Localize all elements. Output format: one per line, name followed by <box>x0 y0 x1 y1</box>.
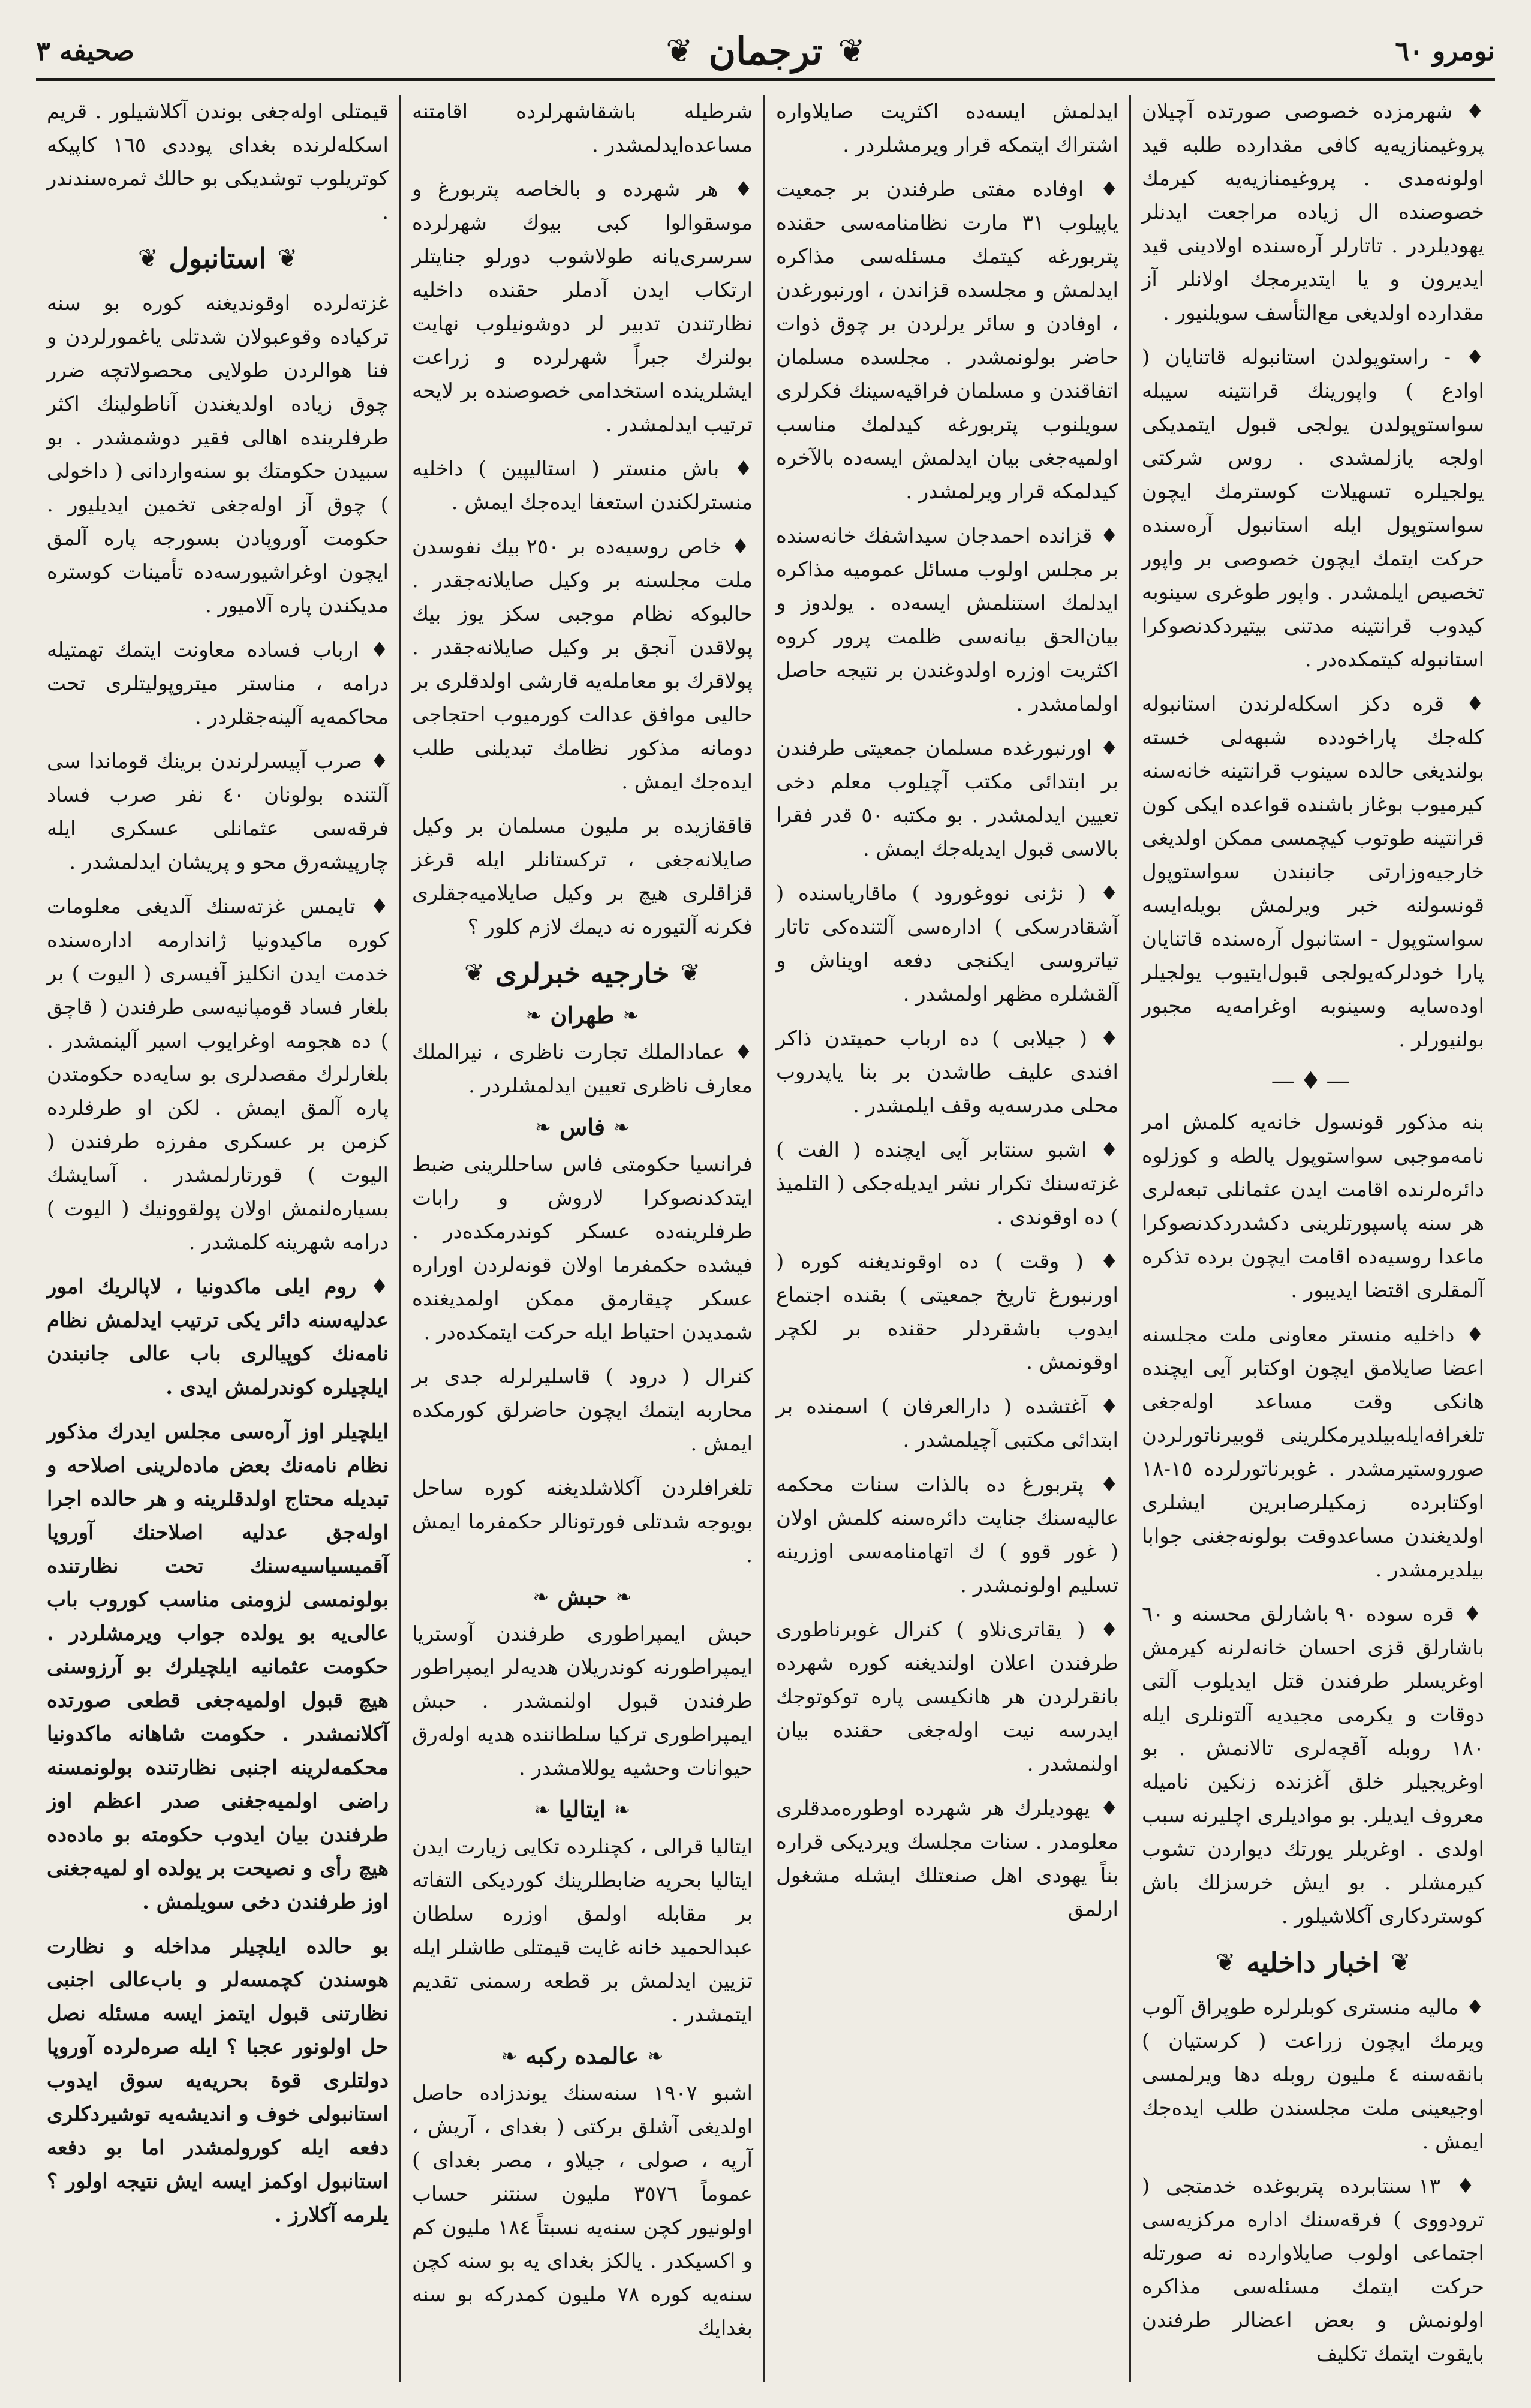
article-paragraph: ♦ اورنبورغده مسلمان جمعیتی طرفندن بر ابتدائی مکتب آچیلوب معلم دخی تعیین ایدلمشدر . بو مکتبه ٥٠ قدر فقرا بالاسی قبول ایدیله‌جك ایمش . <box>776 736 1118 861</box>
masthead <box>666 29 865 73</box>
article-paragraph: ♦ هر شهرده و بالخاصه پتربورغ و موسقوالوا کبی بیوك شهرلرده سرسری‌یانه طولاشوب دورلو جنایتلر ارتکاب ایدن آدملر حقنده داخلیه نظارتندن تدبیر لر دوشونیلوب نهایت بولنرك جبراً شهرلرده و زراعت ایشلرینده استخدامی خصوصنده بر لایحه ترتیب ایدلمشدر . <box>412 177 753 437</box>
column-2 <box>763 95 1129 2382</box>
subsection-heading-text: فاس <box>559 1113 606 1140</box>
article-paragraph: ♦ پتربورغ ده بالذات سنات محکمه عالیه‌سنك جنایت دائره‌سنه کلمش اولان ( غور قوو ) ك اتهامنامه‌سی اوزرینه تسلیم اولونمشدر . <box>776 1473 1118 1597</box>
article-paragraph: ♦ ( نژنی نووغورود ) ماقاریاسنده ( آشقادرسکی ) اداره‌سی آلتنده‌کی تاتار تیاتروسی ایکنجی دفعه اویناش و آلقشلره مظهر اولمشدر . <box>776 881 1118 1006</box>
section-heading <box>47 242 389 275</box>
ornament-icon: ❦ <box>464 959 485 987</box>
article-paragraph: قیمتلی اولەجغی بوندن آکلاشیلور . قریم اسکله‌لرنده بغدای پوددی ١٦٥ کاپیکه کوتریلوب توشدیکی بو حالك ثمره‌سندندر . <box>47 100 389 224</box>
ornament-icon: ❦ <box>666 32 693 70</box>
article-paragraph: ♦ صرب آپیسرلرندن برینك قوماندا سی آلتنده بولونان ٤٠ نفر صرب فساد فرقه‌سی عثمانلی عسکری ایله چارپیشه‌رق محو و پریشان ایدلمشدر . <box>47 750 389 874</box>
ornament-icon: ❦ <box>1215 1949 1236 1976</box>
column-4 <box>36 95 399 2382</box>
article-paragraph: ♦ اوفاده مفتی طرفندن بر جمعیت یاپیلوب ٣١ مارت نظامنامه‌سی حقنده پتربورغه کیتمك مسئله‌سی مذاکره ایدلمش و مجلسده قزاندن ، اورنبورغدن ، اوفادن و سائر یرلردن بر چوق ذوات حاضر بولونمشدر . مجلسده مسلمان اتفاقندن و مسلمان فراقیه‌سینك فکرلری سویلنوب پتربورغه کیدلمك مناسب اولمیه‌جغی بیان ایدلمش ایسه‌ده بالآخره کیدلمکه قرار ویرلمشدر . <box>776 177 1119 504</box>
article-paragraph: ♦ مالیه منستری کوبلرلره طوپراق آلوب ویرمك ایچون زراعت ( کرستیان ) بانقه‌سنه ٤ ملیون روبله دها ویرلمسی اوجیعینی ملت مجلسندن طلب ایده‌جك ایمش . <box>1142 1995 1484 2154</box>
article-paragraph: ♦ ١٣ سنتابرده پتربوغده خدمتجی ( ترودووی ) فرقه‌سنك اداره مرکزیه‌سی اجتماعی اولوب صایلاوارده نه صورتله حرکت ایتمك مسئله‌سی مذاکره اولونمش و بعض اعضالر طرفندن بایقوت ایتمك تکلیف <box>1142 2174 1484 2366</box>
subsection-heading <box>412 2042 753 2069</box>
article-paragraph: ♦ شهرمزده خصوصی صورتده آچیلان پروغیمنازیه‌یه کافی مقدارده طلبه قید اولونه‌مدی . پروغیمنازیه‌یه کیرمك خصوصنده ال زیاده مراجعت ایدنلر یهودیلردر . تاتارلر آره‌سنده اولادینی قید ایدیرون و یا ایتدیرمجك اولانلر آز مقدارده اولدیغی مع‌التأسف سویلنیور . <box>1142 100 1484 325</box>
subsection-heading-text: ایتالیا <box>558 1796 606 1823</box>
ornament-icon: ❧ <box>622 1003 639 1027</box>
ornament-icon: ❧ <box>501 2044 518 2067</box>
ornament-icon: ❦ <box>680 959 700 987</box>
page-header <box>36 24 1495 81</box>
article-paragraph: حبش ایمپراطوری طرفندن آوستریا ایمپراطورنه کوندریلان هدیه‌لر ایمپراطور طرفندن قبول اولنمشدر . حبش ایمپراطوری ترکیا سلطاننده هدیه اولەرق حیوانات وحشیه یوللامشدر . <box>412 1622 753 1780</box>
article-paragraph: ♦ ( جیلابی ) ده ارباب حمیتدن ذاکر افندی علیف طاشدن بر بنا یاپدروب محلی مدرسه‌یه وقف ایلمشدر . <box>776 1027 1118 1118</box>
page-number: صحیفه ٣ <box>36 35 134 67</box>
article-paragraph: ♦ خاص روسیه‌ده بر ٢٥٠ بیك نفوسدن ملت مجلسنه بر وکیل صایلانه‌جقدر . حالبوکه نظام موجبی سکز یوز بیك پولاقدن آنجق بر وکیل صایلانه‌جقدر . پولاقرك بو معامله‌یه قارشی اولدقلری بر حالیی موافق عدالت کورمیوب احتجاجی دومانه مذکور نظامك تبدیلنی طلب ایده‌جك ایمش . <box>412 535 753 794</box>
ornament-icon: ❧ <box>614 1798 631 1821</box>
section-heading-text: خارجیه خبرلری <box>495 957 670 989</box>
ornament-icon: ❧ <box>647 2044 664 2067</box>
section-heading <box>1142 1946 1484 1979</box>
ornament-icon: ❦ <box>277 245 298 272</box>
article-paragraph: ♦ روم ایلی ماکدونیا ، لاپالریك امور عدلیه‌سنه دائر یکی ترتیب ایدلمش نظام نامه‌نك کوپیالری باب عالی جانبندن ایلچیلره کوندرلمش ایدی . <box>47 1275 389 1399</box>
article-paragraph: ♦ ارباب فساده معاونت ایتمك تهمتیله درامه ، مناستر میتروپولیتلری تحت محاکمه‌یه آلینه‌جقلردر . <box>47 638 389 729</box>
article-paragraph: بنه مذکور قونسول خانه‌یه کلمش امر نامه‌موجبی سواستوپول یالطه و کوزلوه دائرەلرنده اقامت ایدن عثمانلی تبعه‌لری هر سنه پاسپورتلرینی دکشدردکدنصوکرا ماعدا روسیه‌ده اقامت ایچون برده تذکره آلمقلری اقتضا ایدیبور . <box>1142 1110 1484 1302</box>
article-paragraph: ایتالیا قرالی ، کچنلرده تکایی زیارت ایدن ایتالیا بحریه ضابطلرینك کوردیکی التفاته بر مقابله اولمق اوزره سلطان عبدالحمید خانه غایت قیمتلی طاشلر ایله تزیین ایدلمش بر قطعه رسمنی تقدیم ایتمشدر . <box>412 1835 753 2027</box>
subsection-heading <box>412 1001 753 1028</box>
article-paragraph: ♦ تایمس غزته‌سنك آلدیغی معلومات کوره ماکیدونیا ژاندارمه اداره‌سنده خدمت ایدن انکلیز آفیسری ( الیوت ) بر بلغار فساد قومپانیه‌سی طرفندن ( قاچق ) ده هجومه اوغرایوب اسیر آلینمشدر . بلغارلرك مقصدلری بو سایه‌ده حکومتدن پاره آلمق ایمش . لکن او طرفلرده کزمن بر عسکری مفرزه طرفندن ( الیوت ) قورتارلمشدر . آسایشك بسیارەلنمش اولان پولقوونیك ( الیوت ) درامه شهرینه کلمشدر . <box>47 895 389 1254</box>
article-paragraph: کنرال ( درود ) قاسلیرلرله جدی بر محاربه ایتمك ایچون حاضرلق کورمکده ایمش . <box>412 1365 753 1456</box>
ornament-icon: ❦ <box>137 245 158 272</box>
article-paragraph: ♦ قره سوده ٩٠ باشارلق محسنه و ٦٠ باشارلق قزی احسان خانه‌لرنه کیرمش اوغریسلر طرفندن قتل ایدیلوب آلتی دوقات و یکرمی مجیدیه آلتونلری ایله ١٨٠ روبله آقچه‌لری ‌تالانمش . بو اوغریجیلر خلق آغزنده زنکین نامیله معروف ایدیلر. بو موادیلری اچلیرنه سبب اولدی . اوغریلر یورتك دیواردن تشوب کیرمشلر . بو ایش خرسزلك باش کوستردکاری آکلاشیلور . <box>1142 1602 1484 1928</box>
ornament-icon: ❦ <box>1390 1949 1411 1976</box>
article-paragraph: ♦ قره دکز اسکله‌لرندن استانبوله کله‌جك پاراخودده شبهه‌لی خسته بولندیغی حالده سینوب قرانتینه خانه‌سنه کیرمیوب بوغاز باشنده قواعده ایکی کون قرانتینه طوتوب کیچمسی ممکن اولدیغی خارجیه‌وزارتی جانبندن سواستوپول قونسولنه خبر ویرلمش بویله‌ایسه سواستوپول - استانبول آره‌سنده قاتنایان پارا خودلرکه‌یولجی قبول‌ایتیوب یولجیلر اوده‌سایه وسینوبه اوغرامه‌یه مجبور بولنیورلر . <box>1142 692 1484 1052</box>
article-paragraph: ♦ اشبو سنتابر آیی ایچنده ( الفت ) غزته‌سنك تکرار نشر ایدیله‌جکی ( التلمیذ ) ده اوقوندی . <box>776 1138 1118 1229</box>
ornament-icon: ❧ <box>535 1115 551 1139</box>
ornament-icon: ❦ <box>838 32 865 70</box>
article-paragraph: بو حالده ایلچیلر مداخله و نظارت هوسندن کچمسه‌لر و باب‌عالی اجنبی نظارتنی قبول ایتمز ایسه مسئله نصل حل اولونور عجبا ؟ ایله صره‌لرده آوروپا دولتلری قوة بحریه‌یه سوق ایدوب استانبولی خوف و اندیشه‌یه توشیردکلری دفعه ایله کورولمشدر اما بو دفعه استانبول اوکمز ایسه ایش نتیجه اولور ؟ یلرمه آکلارز . <box>47 1934 389 2227</box>
subsection-heading <box>412 1113 753 1140</box>
subsection-heading-text: عالمده رکبه <box>525 2042 639 2069</box>
article-paragraph: ♦ عمادالملك تجارت ناظری ، نیرالملك معارف ناظری تعیین ایدلمشلردر . <box>412 1040 753 1098</box>
article-paragraph: ♦ باش منستر ( استالیپین ) داخلیه منسترلکندن استعفا ایده‌جك ایمش . <box>412 457 753 514</box>
subsection-heading-text: حبش <box>557 1583 607 1610</box>
ornament-icon: ❧ <box>525 1003 542 1027</box>
newspaper-title: ترجمان <box>708 29 823 73</box>
newspaper-page <box>36 24 1495 2386</box>
section-heading-text: استانبول <box>169 242 267 275</box>
subsection-heading <box>412 1796 753 1823</box>
article-paragraph: ایدلمش ایسه‌ده اکثریت صایلاواره اشتراك ایتمکه قرار ویرمشلردر . <box>776 100 1118 157</box>
article-paragraph: فرانسیا حکومتی فاس ساحللرینی ضبط ایتدکدنصوکرا لاروش و رابات طرفلرینه‌ده عسکر کوندرمکده‌در . فیشده حکمفرما اولان قونه‌لردن اوراره عسکر چیقارمق ممکن اولمدیغنده شمدیدن احتیاط ایله حرکت ایتمکده‌در . <box>412 1152 753 1344</box>
divider: —♦— <box>1271 1067 1355 1095</box>
article-paragraph: غزته‌لرده اوقوندیغنه کوره بو سنه ترکیاده وقوعبولان شدتلی یاغمورلردن و فنا هوالردن طولایی محصولاتچه ضرر چوق زیاده اولدیغندن آناطولینك اکثر طرفلرینده اهالی فقیر دوشمشدر . بو سبیدن حکومتك بو سنه‌واردانی ( داخولی ) چوق آز اولەجغی تخمین ایدیلیور . حکومت آوروپادن بسورجه پاره آلمق ایچون اوغراشیورسه‌ده تأمینات کوستره مدیکندن پاره آلامیور . <box>47 291 389 618</box>
subsection-heading-text: طهران <box>550 1001 615 1028</box>
article-paragraph: شرطیله باشقاشهرلرده اقامتنه مساعده‌ایدلمشدر . <box>412 100 753 157</box>
article-paragraph: ♦ - راستوپولدن استانبوله قاتنایان ( اوادع ) واپورینك قرانتینه سیبله سواستوپولدن یولجی قبول ایتمدیکی اولجه یازلمشدی . روس شرکتی یولجیلره تسهیلات کوسترمك ایچون سواستوپول ایله استانبول آره‌سنده حرکت ایتمك ایچون خصوصی بر واپور تخصیص ایلمشدر . واپور طوغری سینوبه کیدوب قرانتینه مدتنی بیتیردکدنصوکرا استانبوله کیتمکده‌در . <box>1142 345 1484 672</box>
section-heading-text: اخبار داخلیه <box>1246 1946 1380 1979</box>
article-paragraph: ♦ قزانده احمدجان سیداشفك خانه‌سنده بر مجلس اولوب مسائل عمومیه مذاکره ایدلمك استنلمش ایسه‌ده . یولدوز و بیان‌الحق بیانه‌سی ظلمت پرور کروه اکثریت اوزره اولدوغندن بر نتیجه حاصل اولمامشدر . <box>776 524 1118 716</box>
column-3 <box>399 95 763 2382</box>
ornament-icon: ❧ <box>615 1585 632 1608</box>
section-heading <box>412 957 753 989</box>
ornament-icon: ❧ <box>613 1115 630 1139</box>
ornament-icon: ❧ <box>533 1585 549 1608</box>
article-paragraph: ♦ ( یقاتری‌نلاو ) کنرال غوبرناطوری طرفندن اعلان اولندیغنه کوره شهرده بانقرلردن هر هانکیسی پاره توکوتوجك ایدرسه نیت اوله‌جغی حقنده بیان اولنمشدر . <box>776 1618 1118 1776</box>
article-paragraph: ♦ ( وقت ) ده اوقوندیغنه کوره ( اورنبورغ تاریخ جمعیتی ) بقنده اجتماع ایدوب باشقردلر حقنده بر لکچر اوقونمش . <box>776 1250 1118 1374</box>
article-paragraph: اشبو ١٩٠٧ سنه‌سنك یوندزاده حاصل اولدیغی آشلق برکتی ( بغدای ، آریش ، آرپه ، صولی ، جیلاو ، مصر بغدای ) عموماً ٣٥٧٦ ملیون سنتنر حساب اولونیور کچن سنه‌یه نسبتاً ١٨٤ ملیون کم و اکسیکدر . یالکز بغدای یه بو سنه کچن سنه‌یه کوره ٧٨ ملیون کمدرکه بو سنه بغدایك <box>412 2081 753 2340</box>
ornament-icon: ❧ <box>534 1798 551 1821</box>
article-paragraph: تلغرافلردن آکلاشلدیغنه کوره ساحل بویوجه شدتلی فورتونالر حکمفرما ایمش . <box>412 1476 753 1567</box>
subsection-heading <box>412 1583 753 1610</box>
issue-number: نومرو ٦٠ <box>1395 35 1495 67</box>
article-paragraph: ♦ داخلیه منستر معاونی ملت مجلسنه اعضا صایلامق ایچون اوکتابر آیی ایچنده هانکی وقت مساعد اولەجغی تلغرافه‌ایله‌بیلدیرمکلرینی قوبیرناتورلردن صوروستیرمشدر . غوبرناتورلرده ١٥-١٨ اوکتابرده زمکیلرصابرین ایشلری اولدیغندن مساعدوقت بولونه‌جغنی جوابا بیلدیرمشدر . <box>1142 1323 1484 1582</box>
column-1 <box>1129 95 1495 2382</box>
article-paragraph: ♦ آغتشده ( دارالعرفان ) اسمنده بر ابتدائی مکتبی آچیلمشدر . <box>776 1395 1118 1452</box>
article-paragraph: ایلچیلر اوز آره‌سی مجلس ایدرك مذکور نظام نامه‌نك بعض ماده‌لرینی اصلاحه و تبدیله محتاج اولدقلرینه و هر حالده اجرا اولەجق عدلیه اصلاحنك آوروپا آقمیسیاسیه‌سنك تحت نظارتنده بولونمسی لزومنی مناسب کوروب باب عالی‌یه بو یولده جواب ویرمشلردر . حکومت عثمانیه ایلچیلرك بو آرزوسنی هیچ قبول اولمیه‌جغی قطعی صورتده آکلانمشدر . حکومت شاهانه ماکدونیا محکمه‌لرینه اجنبی نظارتنده بولونمسنه راضی اولمیەجغنی صدر اعظم اوز طرفندن بیان ایدوب حکومته بو ماده‌ده هیچ رأی و نصیحت بر یولده او لمیه‌جغنی اوز طرفندن دخی سویلمش . <box>47 1420 389 1914</box>
article-paragraph: قاققازیده بر ملیون مسلمان بر وکیل صایلانه‌جغی ، ترکستانلر ایله قرغز قزاقلری هیچ بر وکیل صایلامیه‌جقلری فکرنه آلتیوره نه دیمك لازم کلور ؟ <box>412 814 753 939</box>
columns <box>36 95 1495 2382</box>
article-paragraph: ♦ یهودیلرك هر شهرده اوطوره‌مدقلری معلومدر . سنات مجلسك ویردیکی قراره بناً یهودی اهل صنعتلك ایشله مشغول ارلمق <box>776 1796 1118 1921</box>
